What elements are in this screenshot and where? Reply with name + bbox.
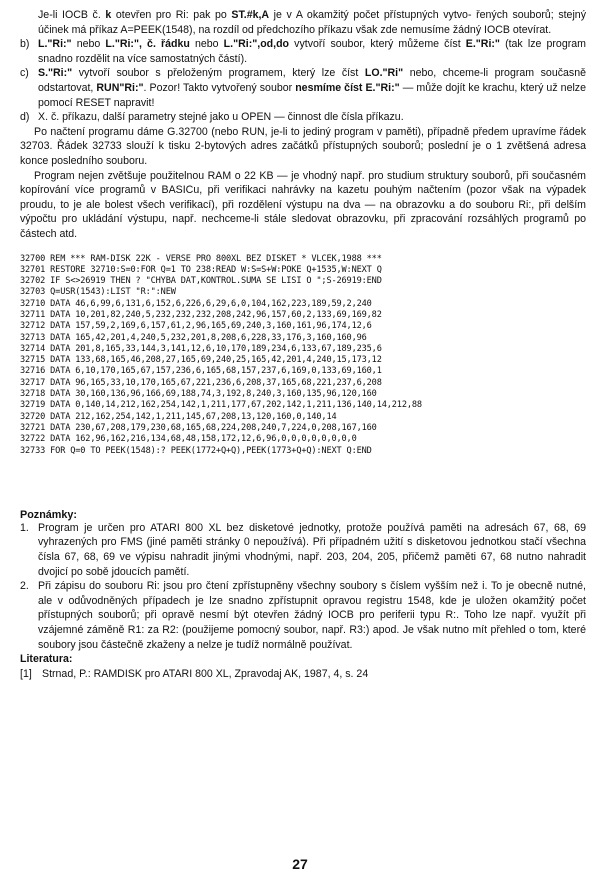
listing-line: 32717 DATA 96,165,33,10,170,165,67,221,236,6,208,37,165,68,221,237,6,208 [20,377,382,388]
item-d-label: d) [20,111,30,124]
b-text-4: nebo [189,38,224,51]
b-text-6: vytvoří soubor, který můžeme číst [289,38,466,51]
c-warning: nesmíme číst E."Ri:" [295,81,400,94]
note-1-number: 1. [20,521,29,534]
listing-line: 32715 DATA 133,68,165,46,208,27,165,69,240,25,165,42,201,4,240,15,173,12 [20,355,382,366]
list-item-c [20,66,586,110]
note-1 [20,521,586,579]
c-text-8: — může dojít ke krachu, který už nelze pomocí RESET napravit! [38,81,586,109]
listing-line: 32700 REM *** RAM-DISK 22K - VERSE PRO 800XL BEZ DISKET * VLCEK,1988 *** [20,253,382,264]
item-b-text [38,37,586,66]
ref-label: [1] [20,667,32,680]
intro-text-1: Je-li IOCB č. [38,9,106,21]
c-cmd-3: LO."Ri" [364,67,404,80]
basic-listing [20,254,586,457]
page-number: 27 [292,856,308,872]
listing-line: 32714 DATA 201,8,165,33,144,3,141,12,6,10,170,189,234,6,133,67,189,235,6 [20,343,382,354]
page-content [20,8,586,681]
item-d-text: X. č. příkazu, další parametry stejné jako u OPEN — činnost dle čísla příkazu. [38,111,404,124]
listing-line: 32710 DATA 46,6,99,6,131,6,152,6,226,6,29,6,0,104,162,223,189,59,2,240 [20,298,372,309]
note-2-number: 2. [20,580,29,593]
list-item-d [20,110,586,125]
note-1-text: Program je určen pro ATARI 800 XL bez disketové jednotky, protože používá paměti na adresách 67, 68, 69 vyhrazených pro FMS (jiné paměti stránky 0 nepoužívá). Při případném užití s disketovou jednotkou stačí všechna čísla 67, 68, 69 ve výpisu nahradit jinými vhodnými, např. 203, 204, 205, přičemž paměti 67, 68 nutno nahradit dvojicí po sobě jdoucích pamětí. [38,521,586,578]
notes-heading: Poznámky: [20,508,77,521]
c-text-6: . Pozor! Takto vytvořený soubor [143,81,296,94]
b-text-2: nebo [71,38,106,51]
literature-ref [20,667,586,682]
b-cmd-5: L."Ri:",od,do [223,38,290,51]
listing-line: 32721 DATA 230,67,208,179,230,68,165,68,224,208,240,7,224,0,208,167,160 [20,422,377,433]
listing-line: 32703 Q=USR(1543):LIST "R:":NEW [20,287,176,298]
intro-paragraph [20,8,586,37]
intro-bold-1: k [105,9,112,21]
listing-line: 32713 DATA 165,42,201,4,240,5,232,201,8,208,6,228,33,176,3,160,160,96 [20,332,367,343]
b-cmd-7: E."Ri:" [465,38,500,51]
c-text-4: nebo, chceme-li program současně odstartovat, [38,67,586,94]
c-cmd-1: S."Ri:" [38,67,73,80]
listing-line: 32718 DATA 30,160,136,96,166,69,188,74,3,192,8,240,3,160,135,96,120,160 [20,389,377,400]
listing-line: 32711 DATA 10,201,82,240,5,232,232,232,208,242,96,157,60,2,133,69,169,82 [20,309,382,320]
b-cmd-3: L."Ri:", č. řádku [105,38,190,51]
listing-line: 32712 DATA 157,59,2,169,6,157,61,2,96,165,69,240,3,160,161,96,174,12,6 [20,321,372,332]
b-text-8: (tak lze program snadno rozdělit na více samostatných částí). [38,38,586,65]
note-2-text: Při zápisu do souboru Ri: jsou pro čtení zpřístupněny všechny soubory s číslem vyšším než i. To je obecně nutné, ale v odůvodněných případech je lze snadno zpřístupnit opravou registru 1548, kde je uložen okamžitý počet přístupných souborů; při opravě nesmí být otevřen žádný IOCB pro periferii typu R:. Toho lze např. využít při vzájemné záměně R1: za R2: (použijeme pomocný soubor, např. R3:) apod. Je však nutno mít přehled o tom, které soubory jsou částečně zkaženy a nelze je tudíž normálně používat. [38,580,586,651]
note-2 [20,579,586,652]
b-cmd-1: L."Ri:" [38,38,72,51]
ref-text: Strnad, P.: RAMDISK pro ATARI 800 XL, Zpravodaj AK, 1987, 4, s. 24 [42,667,369,680]
c-cmd-5: RUN"Ri:" [96,81,144,94]
paragraph-usage: Program nejen zvětšuje použitelnou RAM o 22 KB — je vhodný např. pro studium struktury souborů, při současném kopírování více programů v BASICu, při verifikaci nahrávky na kazetu pouhým načtením (pozor však na výpadek proudu, to je ale bolest všech verifikací), při rozdělení výstupu na dva — na obrazovku a do souboru Ri:, při delším výpočtu pro ukládání výstupu, např. nechceme-li stále sledovat obrazovku, při zpracování rozsáhlých programů po částech atd. [20,169,586,240]
intro-text-3: je v A okamžitý počet přístupných vytvo- řených souborů; stejný účinek má příkaz A=PEEK(1548), na rozdíl od předchozího příkazu však zde nemusíme žádný IOCB otevírat. [38,9,586,36]
item-c-text [38,66,586,110]
intro-text-2: otevřen pro Ri: pak po [111,9,232,21]
listing-line: 32733 FOR Q=0 TO PEEK(1548):? PEEK(1772+Q+Q),PEEK(1773+Q+Q):NEXT Q:END [20,445,372,456]
listing-line: 32702 IF S<>26919 THEN ? "CHYBA DAT,KONTROL.SUMA SE LISI O ";S-26919:END [20,276,382,287]
paragraph-loading: Po načtení programu dáme G.32700 (nebo RUN, je-li to jediný program v paměti), případně předem upravíme řádek 32703. Řádek 32733 slouží k tisku 2-bytových adres začátků přístupných souborů; poslední je o 1 zvětšená adresa konce posledního souboru. [20,125,586,167]
c-text-2: vytvoří soubor s přeloženým programem, který lze číst [72,67,365,80]
literature-heading: Literatura: [20,653,73,666]
item-b-label: b) [20,38,30,51]
listing-line: 32720 DATA 212,162,254,142,1,211,145,67,208,13,120,160,0,140,14 [20,411,337,422]
intro-bold-2: ST.#k,A [231,9,270,21]
list-item-b [20,37,586,66]
listing-line: 32722 DATA 162,96,162,216,134,68,48,158,172,12,6,96,0,0,0,0,0,0,0,0 [20,434,357,445]
item-c-label: c) [20,67,29,80]
listing-line: 32719 DATA 0,140,14,212,162,254,142,1,211,177,67,202,142,1,211,136,140,14,212,88 [20,400,422,411]
listing-line: 32701 RESTORE 32710:S=0:FOR Q=1 TO 238:READ W:S=S+W:POKE Q+1535,W:NEXT Q [20,264,382,275]
listing-line: 32716 DATA 6,10,170,165,67,157,236,6,165,68,157,237,6,169,0,133,69,160,1 [20,366,382,377]
